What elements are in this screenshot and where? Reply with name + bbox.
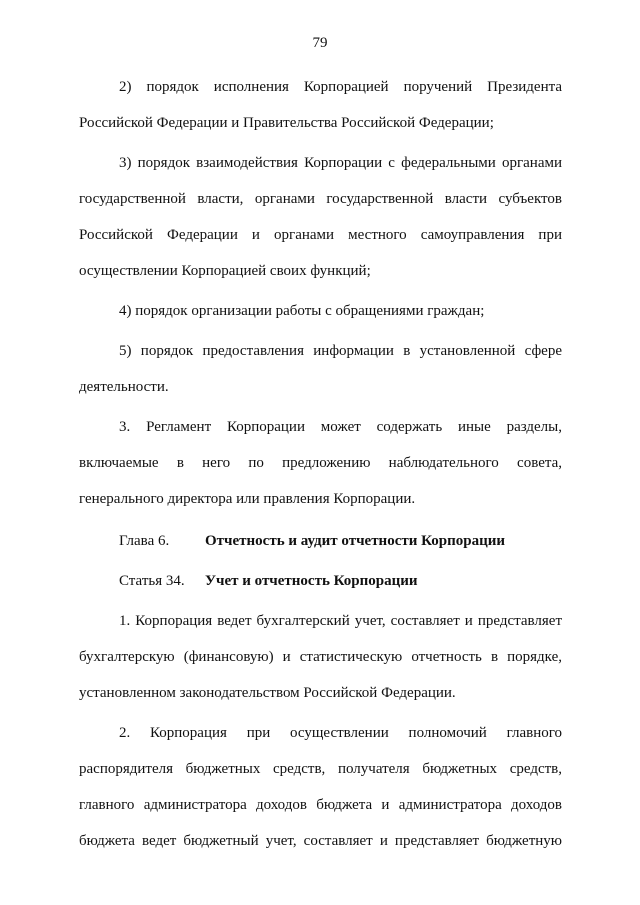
paragraph-clause-3: 3. Регламент Корпорации может содержать иные разделы, включаемые в него по предложению наблюдательного совета, генерального директора или правления Корпорации. [79,419,562,507]
paragraph-item-5: 5) порядок предоставления информации в установленной сфере деятельности. [79,343,562,395]
chapter-label: Глава 6. [119,533,170,549]
paragraph-clause-2: 2. Корпорация при осуществлении полномочий главного распорядителя бюджетных средств, получателя бюджетных средств, главного администратора доходов бюджета и администратора доходов бюджета ведет бюджетный учет, составляет и представляет бюджетную [79,725,562,849]
article-heading [79,563,562,599]
paragraph-clause-1: 1. Корпорация ведет бухгалтерский учет, составляет и представляет бухгалтерскую (финансовую) и статистическую отчетность в порядке, установленном законодательством Российской Федерации. [79,613,562,701]
document-body [79,69,562,863]
article-label: Статья 34. [119,573,185,589]
paragraph-item-3: 3) порядок взаимодействия Корпорации с федеральными органами государственной власти, органами государственной власти субъектов Российской Федерации и органами местного самоуправления при осуществлении Корпорацией своих функций; [79,155,562,279]
page-number: 79 [312,35,328,51]
paragraph-item-2: 2) порядок исполнения Корпорацией поручений Президента Российской Федерации и Правительства Российской Федерации; [79,79,562,131]
paragraph-item-4: 4) порядок организации работы с обращениями граждан; [119,303,485,319]
chapter-heading [79,523,562,559]
article-title: Учет и отчетность Корпорации [205,573,418,589]
chapter-title: Отчетность и аудит отчетности Корпорации [205,533,506,549]
